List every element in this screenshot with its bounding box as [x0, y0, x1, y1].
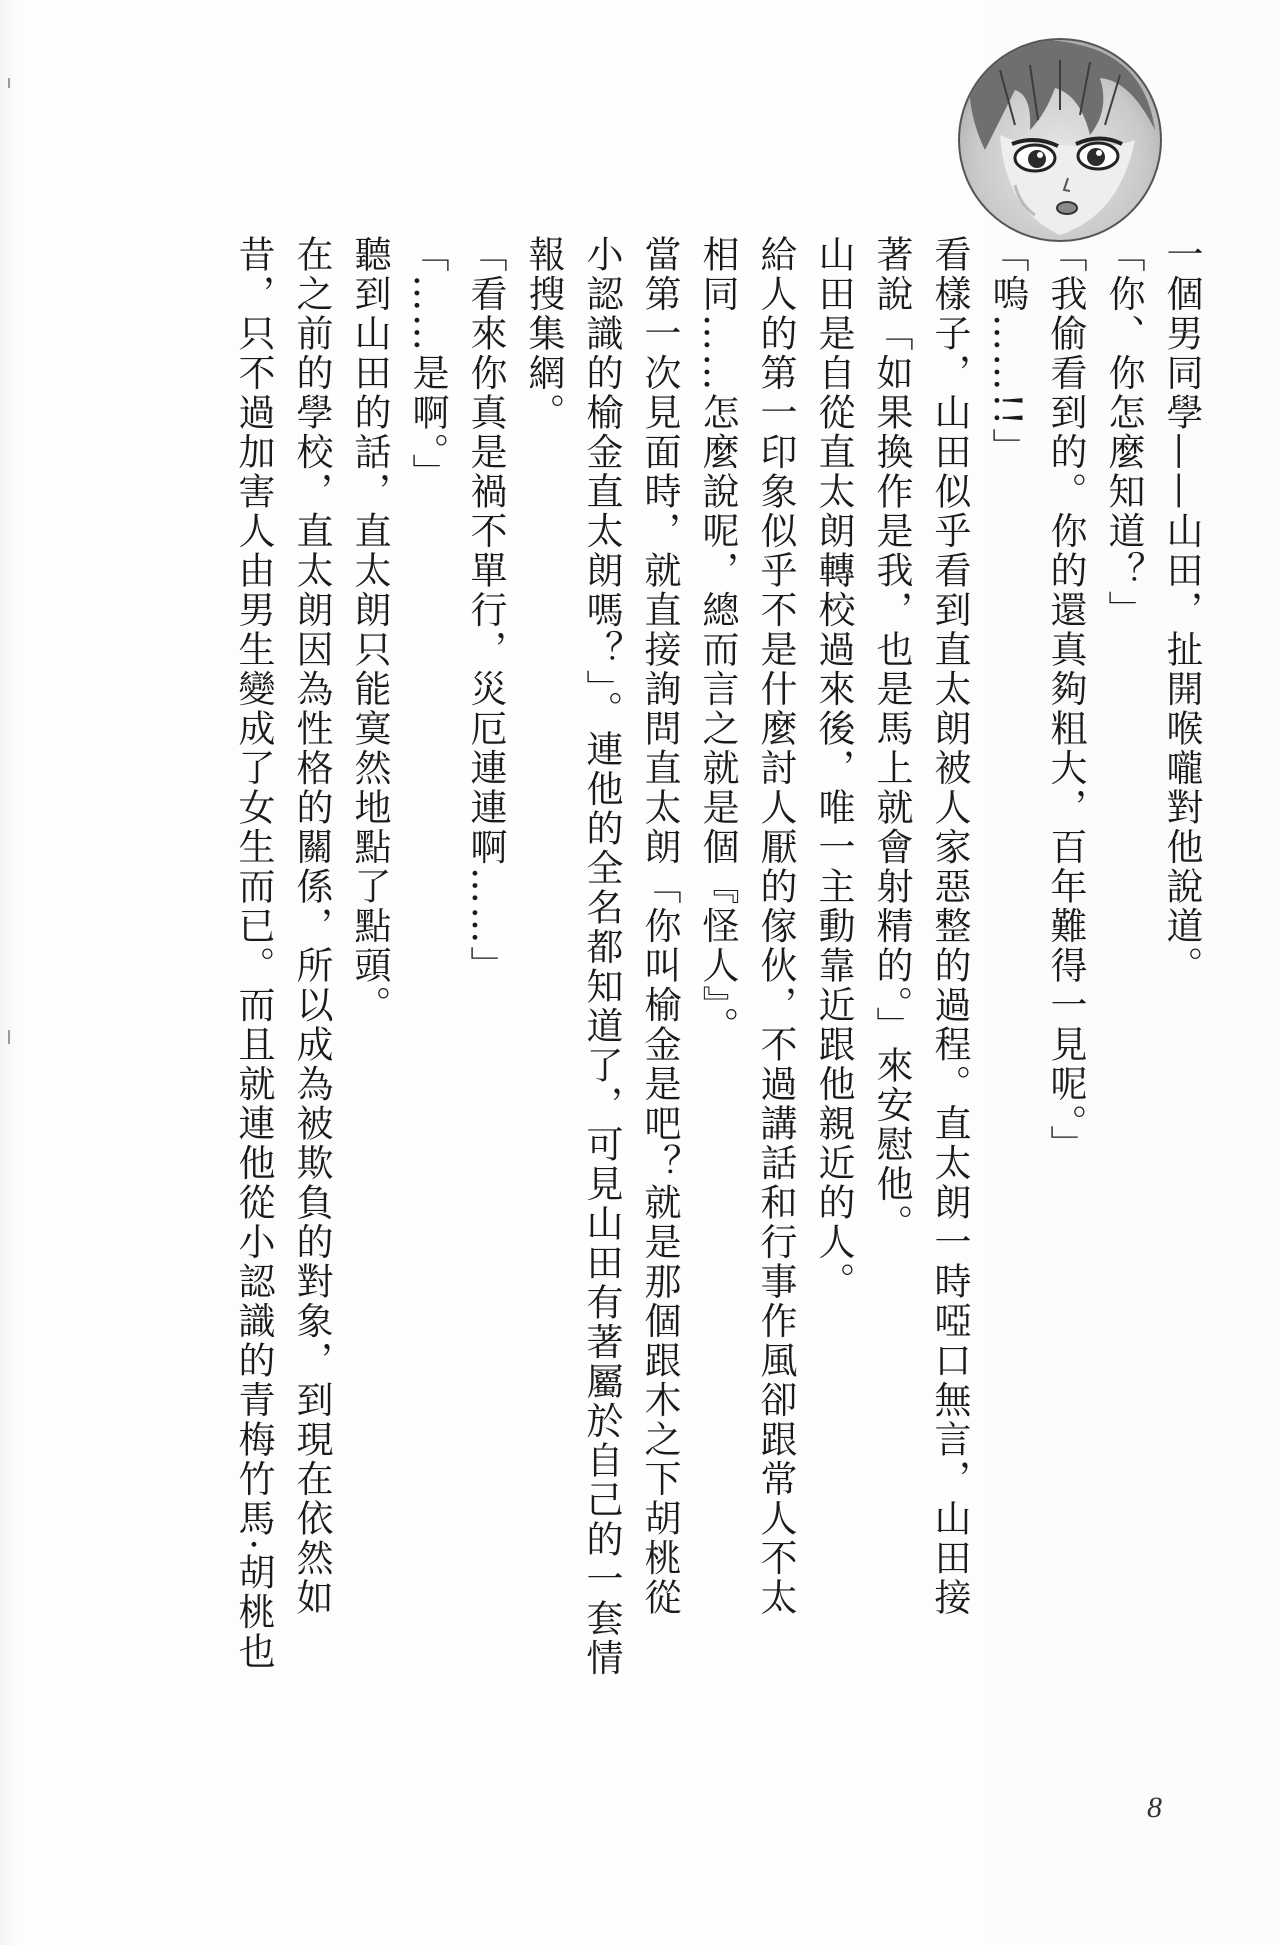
- text-line: 看樣子，山田似乎看到直太朗被人家惡整的過程。直太朗一時啞口無言，山田接: [928, 235, 971, 1618]
- text-line: 昔，只不過加害人由男生變成了女生而已。而且就連他從小認識的青梅竹馬·胡桃也: [232, 235, 275, 1672]
- binding-mark: [8, 78, 10, 88]
- text-line: 報搜集網。: [522, 235, 565, 433]
- girl-portrait-icon: [958, 38, 1162, 242]
- text-line: 「我偷看到的。你的還真夠粗大，百年難得一見呢。」: [1044, 235, 1087, 1165]
- text-line: 一個男同學——山田，扯開喉嚨對他說道。: [1160, 235, 1203, 986]
- text-line: 聽到山田的話，直太朗只能寞然地點了點頭。: [348, 235, 391, 1025]
- text-line: 「……是啊。」: [406, 235, 449, 493]
- text-line: 給人的第一印象似乎不是什麼討人厭的傢伙，不過講話和行事作風卻跟常人不太: [754, 235, 797, 1618]
- text-line: 「嗚……!!」: [986, 235, 1029, 468]
- text-line: 「看來你真是禍不單行，災厄連連啊……」: [464, 235, 507, 986]
- text-line: 小認識的榆金直太朗嗎？」。連他的全名都知道了，可見山田有著屬於自己的一套情: [580, 235, 623, 1678]
- text-line: 山田是自從直太朗轉校過來後，唯一主動靠近跟他親近的人。: [812, 235, 855, 1302]
- page-number: 8: [1147, 1791, 1162, 1824]
- vertical-body-text: [224, 235, 1210, 1755]
- text-line: 當第一次見面時，就直接詢問直太朗「你叫榆金是吧？就是那個跟木之下胡桃從: [638, 235, 681, 1618]
- portrait-drawing: [960, 40, 1160, 240]
- text-line: 相同……怎麼說呢，總而言之就是個『怪人』。: [696, 235, 739, 1046]
- binding-mark: [8, 1030, 10, 1044]
- text-line: 著說「如果換作是我，也是馬上就會射精的。」來安慰他。: [870, 235, 913, 1244]
- text-line: 在之前的學校，直太朗因為性格的關係，所以成為被欺負的對象，到現在依然如: [290, 235, 333, 1618]
- text-line: 「你、你怎麼知道？」: [1102, 235, 1145, 630]
